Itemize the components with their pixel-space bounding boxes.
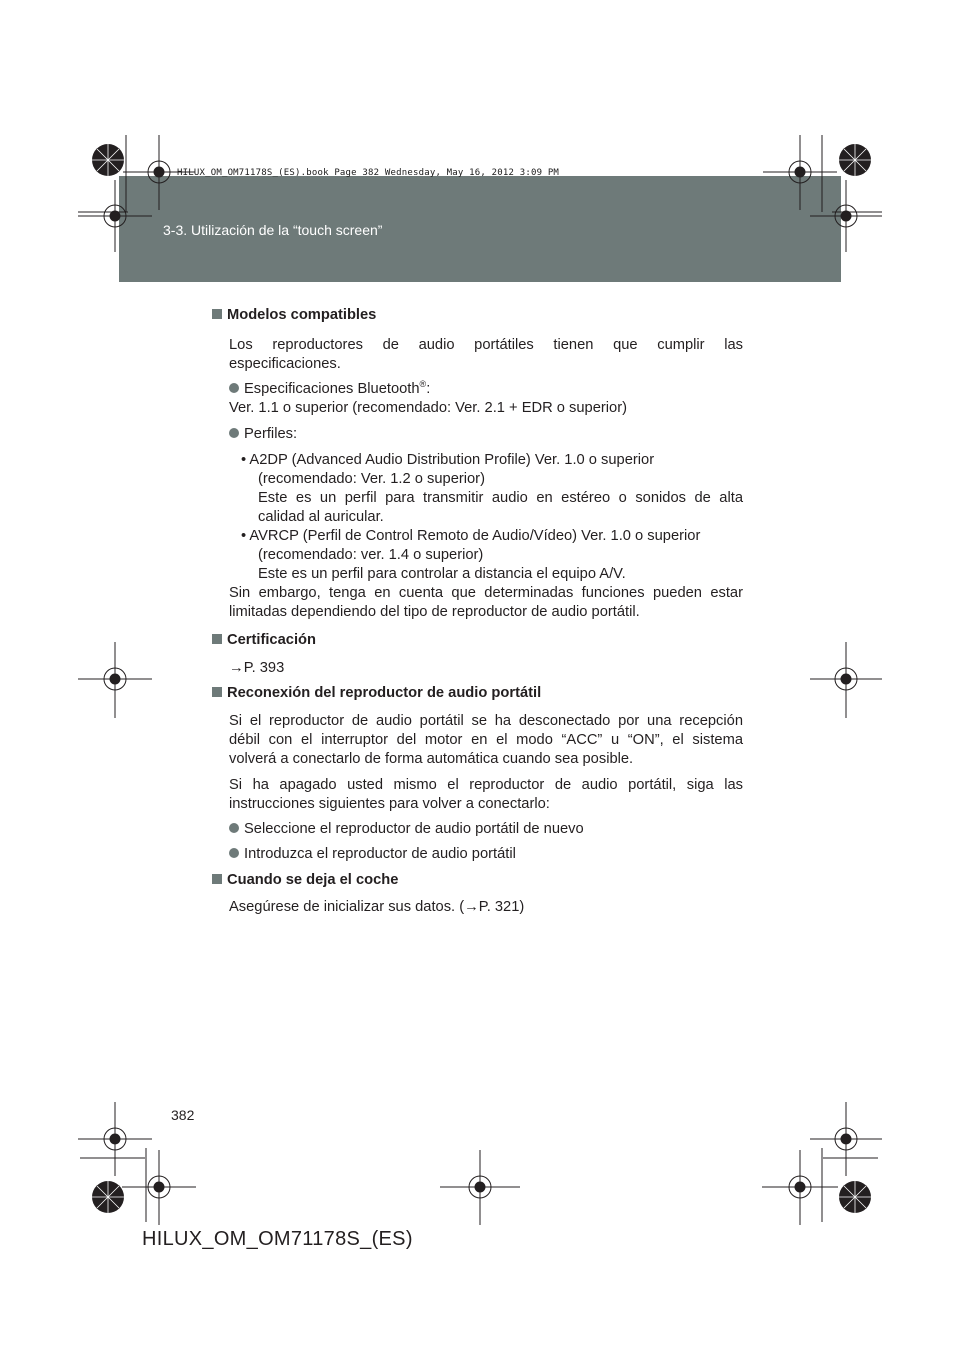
sub-list-item: • AVRCP (Perfil de Control Remoto de Audio/Vídeo) Ver. 1.0 o superior [241,528,701,544]
square-bullet-icon [212,687,222,697]
heading-cuando-se-deja-el-coche: Cuando se deja el coche [212,871,398,890]
paragraph: débil con el interruptor del motor en el modo “ACC” u “ON”, el sistema [229,732,743,748]
paragraph-with-page-reference: Asegúrese de inicializar sus datos. (→P. 321) [229,899,525,915]
crosshair-icon [763,135,837,210]
list-item-detail: Ver. 1.1 o superior (recomendado: Ver. 2.1 + EDR o superior) [229,400,628,416]
section-title: 3-3. Utilización de la “touch screen” [163,222,383,238]
sub-list-detail: calidad al auricular. [258,509,384,525]
sub-list-detail: (recomendado: ver. 1.4 o superior) [258,547,484,563]
starburst-icon [92,1181,124,1213]
paragraph: Sin embargo, tenga en cuenta que determinadas funciones pueden estar [229,585,743,601]
paragraph: instrucciones siguientes para volver a conectarlo: [229,796,550,812]
sub-list-detail: Este es un perfil para transmitir audio en estéreo o sonidos de alta [258,490,743,506]
list-item: Introduzca el reproductor de audio portátil [229,845,743,864]
list-item: Perfiles: [229,425,743,444]
starburst-icon [839,144,871,176]
crosshair-icon [123,135,195,210]
list-item: Seleccione el reproductor de audio portátil de nuevo [229,820,743,839]
round-bullet-icon [229,383,239,393]
registered-mark: ® [419,379,427,390]
crosshair-icon [122,1150,196,1225]
paragraph: Si el reproductor de audio portátil se ha desconectado por una recepción [229,713,743,729]
paragraph: Si ha apagado usted mismo el reproductor de audio portátil, siga las [229,777,743,793]
heading-reconexion: Reconexión del reproductor de audio portátil [212,684,541,703]
heading-certificacion: Certificación [212,631,316,650]
document-code: HILUX_OM_OM71178S_(ES) [142,1228,413,1250]
round-bullet-icon [229,428,239,438]
sub-list-detail: Este es un perfil para controlar a distancia el equipo A/V. [258,566,626,582]
paragraph: volverá a conectarlo de forma automática cuando sea posible. [229,751,634,767]
starburst-icon [92,144,124,176]
sub-list-item: • A2DP (Advanced Audio Distribution Profile) Ver. 1.0 o superior [241,452,655,468]
heading-modelos-compatibles: Modelos compatibles [212,306,376,325]
crosshair-icon [78,1102,152,1176]
list-item: Especificaciones Bluetooth®: [229,380,743,399]
crosshair-icon [440,1150,520,1225]
crosshair-icon [810,180,882,252]
square-bullet-icon [212,309,222,319]
starburst-icon [839,1181,871,1213]
crosshair-icon [78,180,152,252]
round-bullet-icon [229,848,239,858]
page-number: 382 [171,1107,195,1123]
crosshair-icon [810,642,882,718]
square-bullet-icon [212,874,222,884]
crosshair-icon [762,1150,838,1225]
round-bullet-icon [229,823,239,833]
paragraph: limitadas dependiendo del tipo de reproductor de audio portátil. [229,604,640,620]
crosshair-icon [810,1102,882,1176]
sub-list-detail: (recomendado: Ver. 1.2 o superior) [258,471,485,487]
page-reference-link[interactable]: →P. 393 [229,660,285,676]
paragraph: Los reproductores de audio portátiles tienen que cumplir las [229,337,743,353]
square-bullet-icon [212,634,222,644]
book-info: HILUX_OM_OM71178S_(ES).book Page 382 Wednesday, May 16, 2012 3:09 PM [177,168,560,178]
paragraph: especificaciones. [229,356,341,372]
crosshair-icon [78,642,152,718]
